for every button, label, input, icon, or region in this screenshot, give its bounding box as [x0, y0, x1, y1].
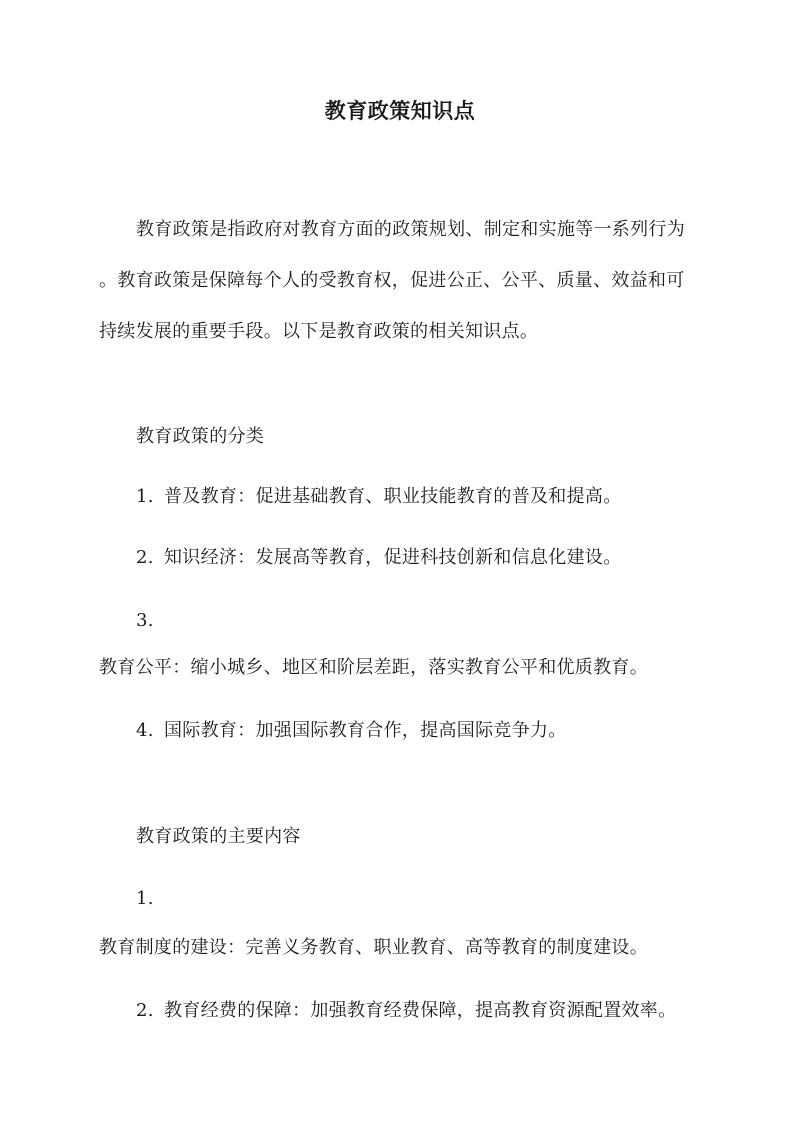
list-item-number: 4.: [136, 720, 154, 741]
intro-paragraph-line-3: 持续发展的重要手段。以下是教育政策的相关知识点。: [99, 321, 539, 342]
list-item-number: 1.: [136, 888, 154, 909]
list-item-text: 普及教育：促进基础教育、职业技能教育的普及和提高。: [164, 486, 622, 507]
document-title: 教育政策知识点: [324, 98, 476, 123]
list-item-text: 知识经济：发展高等教育，促进科技创新和信息化建设。: [164, 547, 622, 568]
section-heading-classification: 教育政策的分类: [136, 426, 265, 447]
list-item: [136, 545, 622, 571]
list-item-number: 1.: [136, 486, 154, 507]
list-item: [136, 718, 567, 744]
list-item-number: 2.: [136, 547, 154, 568]
list-item-text: 教育公平：缩小城乡、地区和阶层差距，落实教育公平和优质教育。: [99, 657, 648, 678]
intro-paragraph-line-2: 。教育政策是保障每个人的受教育权，促进公正、公平、质量、效益和可: [99, 270, 685, 291]
list-item-number: 3.: [136, 610, 154, 631]
list-item-text: 国际教育：加强国际教育合作，提高国际竞争力。: [164, 720, 567, 741]
list-item: [136, 998, 676, 1024]
list-item-number: 2.: [136, 1000, 154, 1021]
list-item: [136, 484, 622, 510]
list-item-text: 教育经费的保障：加强教育经费保障，提高教育资源配置效率。: [164, 1000, 677, 1021]
list-item-text: 教育制度的建设：完善义务教育、职业教育、高等教育的制度建设。: [99, 937, 648, 958]
section-heading-main-content: 教育政策的主要内容: [136, 826, 301, 847]
intro-paragraph-line-1: 教育政策是指政府对教育方面的政策规划、制定和实施等一系列行为: [136, 219, 685, 240]
